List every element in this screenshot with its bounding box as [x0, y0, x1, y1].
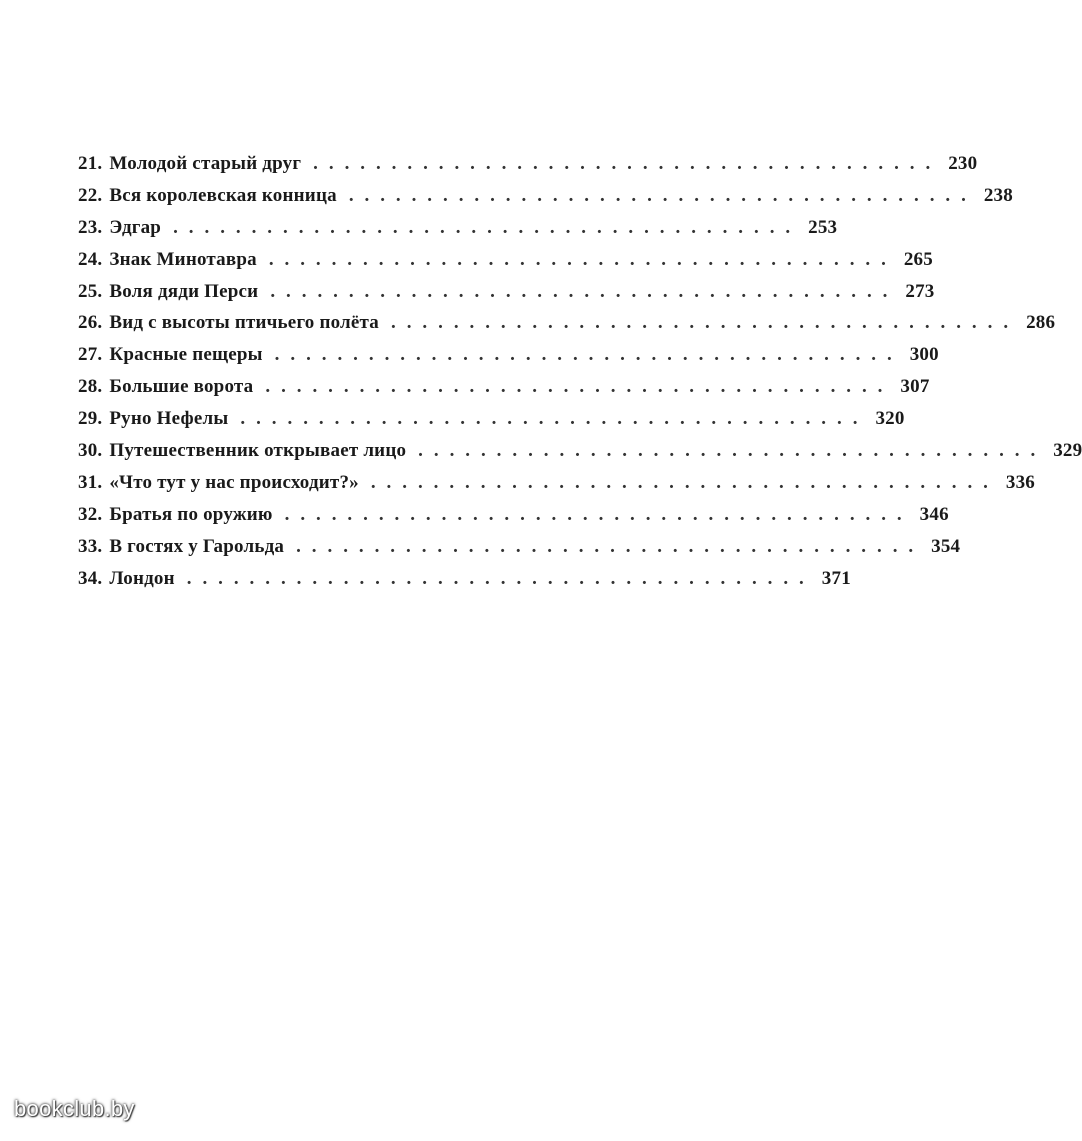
dot-leader: . . . . . . . . . . . . . . . . . . . . . . . . . . . . . . . . . . . . . . . . [274, 344, 895, 366]
chapter-number: 22. [78, 184, 103, 206]
dot-leader: . . . . . . . . . . . . . . . . . . . . . . . . . . . . . . . . . . . . . . . . [296, 535, 917, 557]
dot-leader: . . . . . . . . . . . . . . . . . . . . . . . . . . . . . . . . . . . . . . . . [270, 280, 891, 302]
toc-entry [78, 440, 1082, 472]
table-of-contents [78, 153, 1082, 599]
dot-leader: . . . . . . . . . . . . . . . . . . . . . . . . . . . . . . . . . . . . . . . . [284, 503, 905, 525]
page-number: 238 [983, 184, 1013, 206]
chapter-title: Воля дяди Перси [109, 280, 259, 302]
dot-leader: . . . . . . . . . . . . . . . . . . . . . . . . . . . . . . . . . . . . . . . . [418, 440, 1039, 462]
chapter-title: Вся королевская конница [109, 184, 337, 206]
chapter-number: 32. [78, 503, 103, 525]
page-number: 307 [900, 376, 930, 398]
dot-leader: . . . . . . . . . . . . . . . . . . . . . . . . . . . . . . . . . . . . . . . . [313, 153, 934, 174]
dot-leader: . . . . . . . . . . . . . . . . . . . . . . . . . . . . . . . . . . . . . . . . [240, 408, 861, 430]
chapter-title: Лондон [109, 567, 175, 589]
toc-entry [78, 184, 1013, 217]
page-number: 265 [903, 248, 933, 270]
dot-leader: . . . . . . . . . . . . . . . . . . . . . . . . . . . . . . . . . . . . . . . . [370, 471, 992, 493]
page-number: 320 [875, 408, 905, 430]
toc-entry [78, 344, 939, 376]
chapter-number: 27. [78, 344, 103, 366]
page-number: 300 [909, 344, 939, 366]
chapter-number: 21. [78, 153, 103, 174]
toc-entry [78, 471, 1036, 504]
page-number: 230 [948, 153, 978, 174]
chapter-number: 34. [78, 567, 103, 589]
chapter-title: Эдгар [109, 216, 162, 238]
chapter-title: Красные пещеры [109, 344, 263, 366]
toc-entry [78, 153, 978, 185]
chapter-number: 26. [78, 312, 103, 334]
toc-entry [78, 503, 949, 536]
toc-entry [78, 312, 1056, 344]
toc-entry [78, 535, 961, 568]
chapter-number: 33. [78, 535, 103, 557]
chapter-number: 28. [78, 376, 103, 398]
chapter-title: Знак Минотавра [109, 248, 257, 270]
chapter-title: Путешественник открывает лицо [109, 440, 407, 462]
toc-entry [78, 567, 851, 600]
page-number: 354 [931, 535, 961, 557]
dot-leader: . . . . . . . . . . . . . . . . . . . . . . . . . . . . . . . . . . . . . . . . [186, 567, 807, 589]
dot-leader: . . . . . . . . . . . . . . . . . . . . . . . . . . . . . . . . . . . . . . . . [265, 376, 886, 398]
chapter-title: Молодой старый друг [109, 153, 302, 174]
page-number: 273 [905, 280, 935, 302]
chapter-number: 31. [78, 471, 103, 493]
page-number: 329 [1053, 440, 1082, 462]
chapter-number: 24. [78, 248, 103, 270]
chapter-number: 29. [78, 408, 103, 430]
chapter-number: 23. [78, 216, 103, 238]
dot-leader: . . . . . . . . . . . . . . . . . . . . . . . . . . . . . . . . . . . . . . . . [391, 312, 1012, 334]
page-number: 286 [1026, 312, 1056, 334]
toc-entry [78, 248, 933, 281]
toc-entry [78, 376, 930, 408]
chapter-title: Вид с высоты птичьего полёта [109, 312, 380, 334]
chapter-title: Большие ворота [109, 376, 254, 398]
chapter-title: Братья по оружию [109, 503, 273, 525]
chapter-title: В гостях у Гарольда [109, 535, 285, 557]
page-number: 253 [808, 216, 838, 238]
site-watermark: bookclub.by [14, 1096, 135, 1121]
chapter-title: «Что тут у нас происходит?» [109, 471, 359, 493]
page-number: 371 [821, 567, 851, 589]
toc-entry [78, 408, 905, 440]
dot-leader: . . . . . . . . . . . . . . . . . . . . . . . . . . . . . . . . . . . . . . . . [348, 184, 969, 206]
page-number: 336 [1005, 471, 1036, 493]
toc-entry [78, 280, 935, 313]
dot-leader: . . . . . . . . . . . . . . . . . . . . . . . . . . . . . . . . . . . . . . . . [173, 216, 794, 238]
chapter-number: 30. [78, 440, 103, 462]
chapter-number: 25. [78, 280, 103, 302]
toc-entry [78, 216, 838, 249]
dot-leader: . . . . . . . . . . . . . . . . . . . . . . . . . . . . . . . . . . . . . . . . [268, 248, 889, 270]
page-number: 346 [919, 503, 949, 525]
chapter-title: Руно Нефелы [109, 408, 229, 430]
